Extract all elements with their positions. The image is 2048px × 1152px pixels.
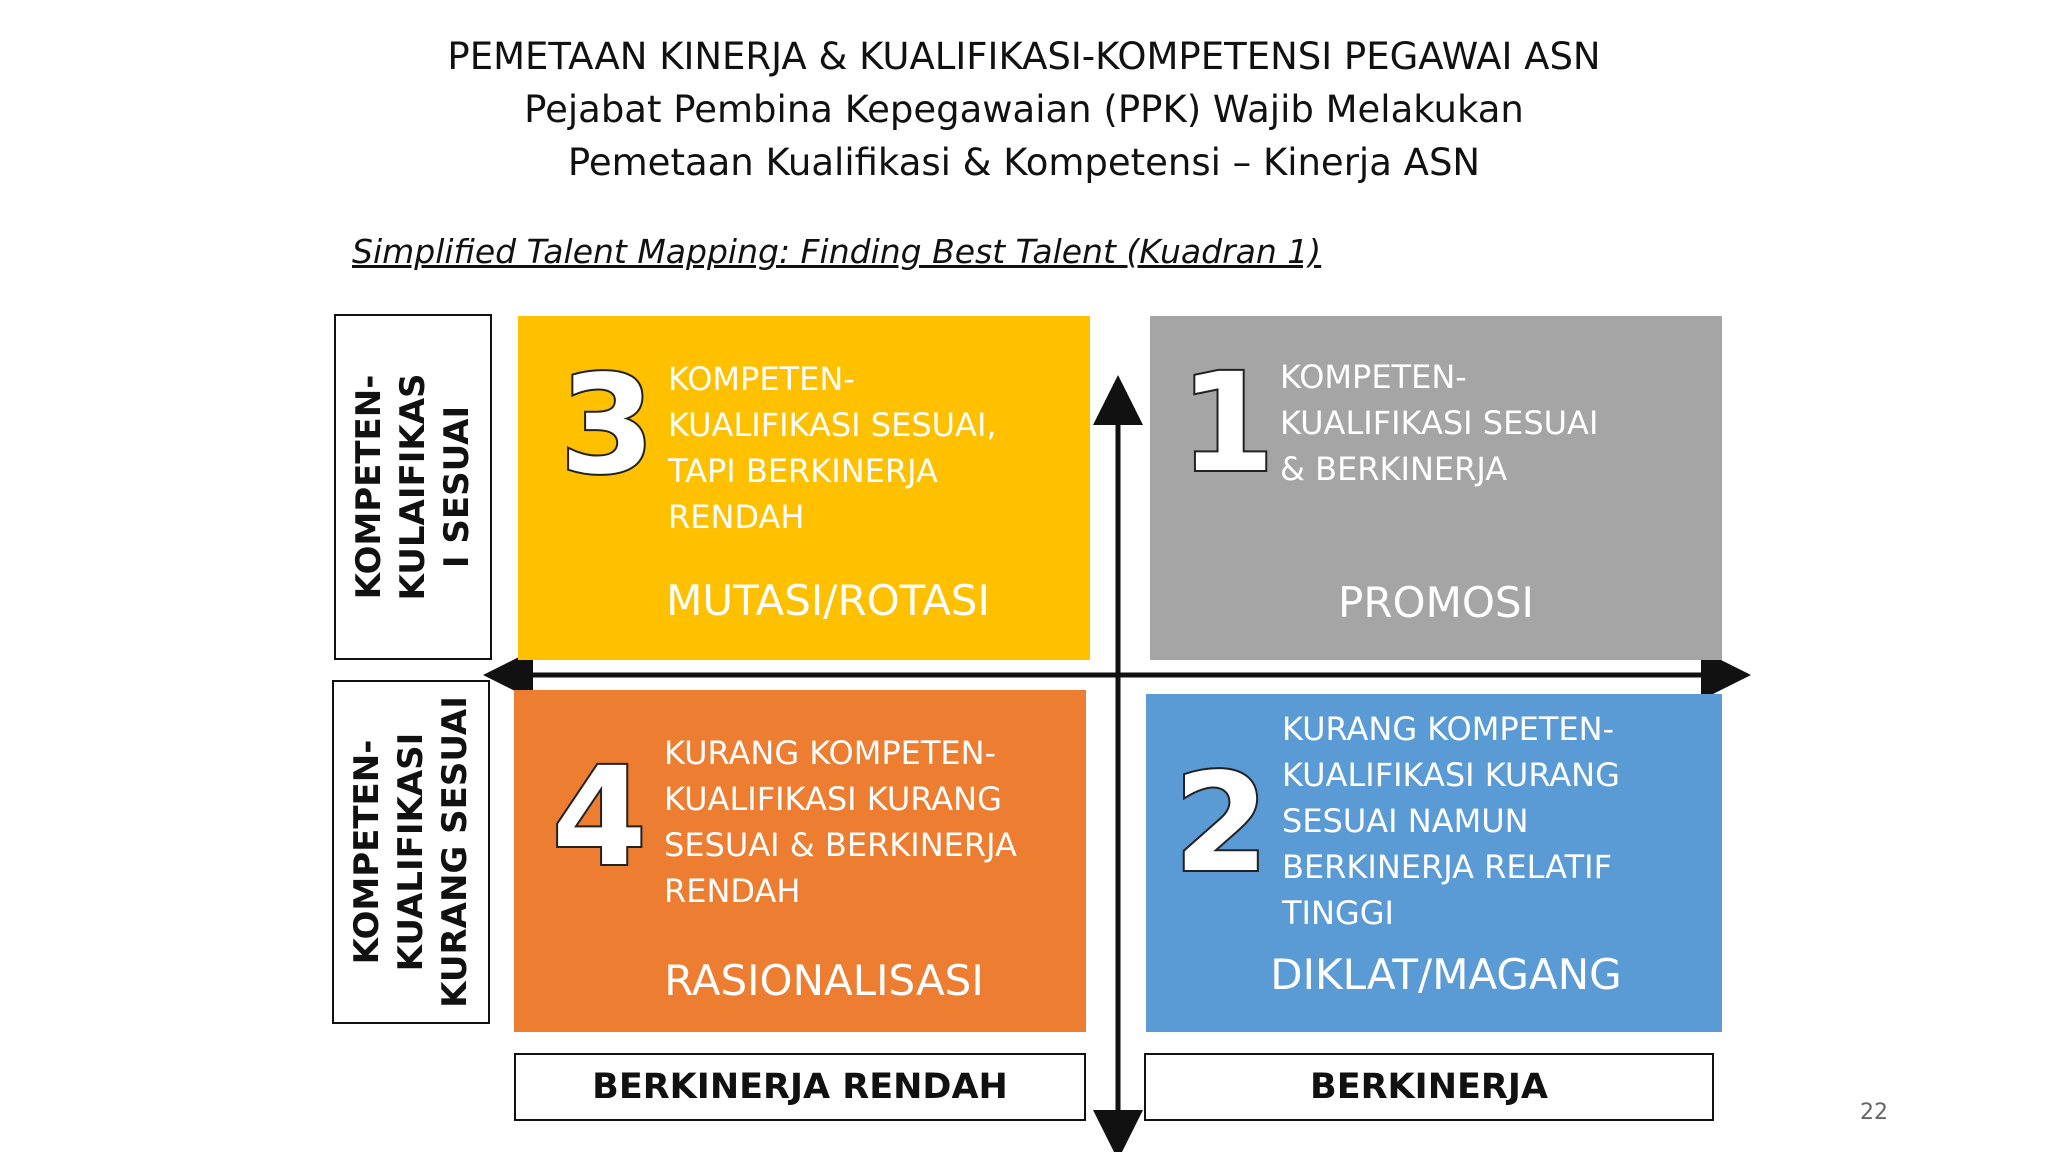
quadrant-3 <box>518 316 1090 660</box>
y-label-bottom: KOMPETEN- KUALIFIKASI KURANG SESUAI <box>347 696 475 1008</box>
quadrant-action: PROMOSI <box>1338 578 1534 627</box>
quadrant-number: 3 <box>560 347 655 505</box>
quadrant-number: 1 <box>1180 345 1275 503</box>
page-number: 22 <box>1860 1100 1888 1125</box>
quadrant-action: RASIONALISASI <box>664 956 984 1005</box>
y-label-top: KOMPETEN- KULAIFIKAS I SESUAI <box>349 373 477 601</box>
quadrant-4 <box>514 690 1086 1032</box>
quadrant-number: 2 <box>1174 745 1269 903</box>
quadrant-description: KOMPETEN- KUALIFIKASI SESUAI, TAPI BERKINERJA RENDAH <box>668 360 997 536</box>
y-label-bottom-box <box>332 680 490 1024</box>
subtitle: Simplified Talent Mapping: Finding Best Talent (Kuadran 1) <box>352 232 1322 271</box>
quadrant-action: MUTASI/ROTASI <box>666 576 990 625</box>
title-line-2: Pejabat Pembina Kepegawaian (PPK) Wajib Melakukan <box>524 88 1524 131</box>
x-label-right: BERKINERJA <box>1144 1053 1714 1121</box>
quadrant-description: KURANG KOMPETEN- KUALIFIKASI KURANG SESUAI NAMUN BERKINERJA RELATIF TINGGI <box>1282 710 1620 932</box>
quadrant-action: DIKLAT/MAGANG <box>1270 950 1622 999</box>
quadrant-number: 4 <box>552 739 647 897</box>
title-line-3: Pemetaan Kualifikasi & Kompetensi – Kinerja ASN <box>567 141 1481 184</box>
quadrant-1 <box>1150 316 1722 660</box>
quadrant-description: KURANG KOMPETEN- KUALIFIKASI KURANG SESUAI & BERKINERJA RENDAH <box>664 734 1017 910</box>
x-label-left: BERKINERJA RENDAH <box>514 1053 1086 1121</box>
quadrant-description: KOMPETEN- KUALIFIKASI SESUAI & BERKINERJA <box>1280 358 1599 488</box>
y-label-top-box <box>334 314 492 660</box>
title-line-1: PEMETAAN KINERJA & KUALIFIKASI-KOMPETENSI PEGAWAI ASN <box>447 35 1601 78</box>
quadrant-2 <box>1146 694 1722 1032</box>
